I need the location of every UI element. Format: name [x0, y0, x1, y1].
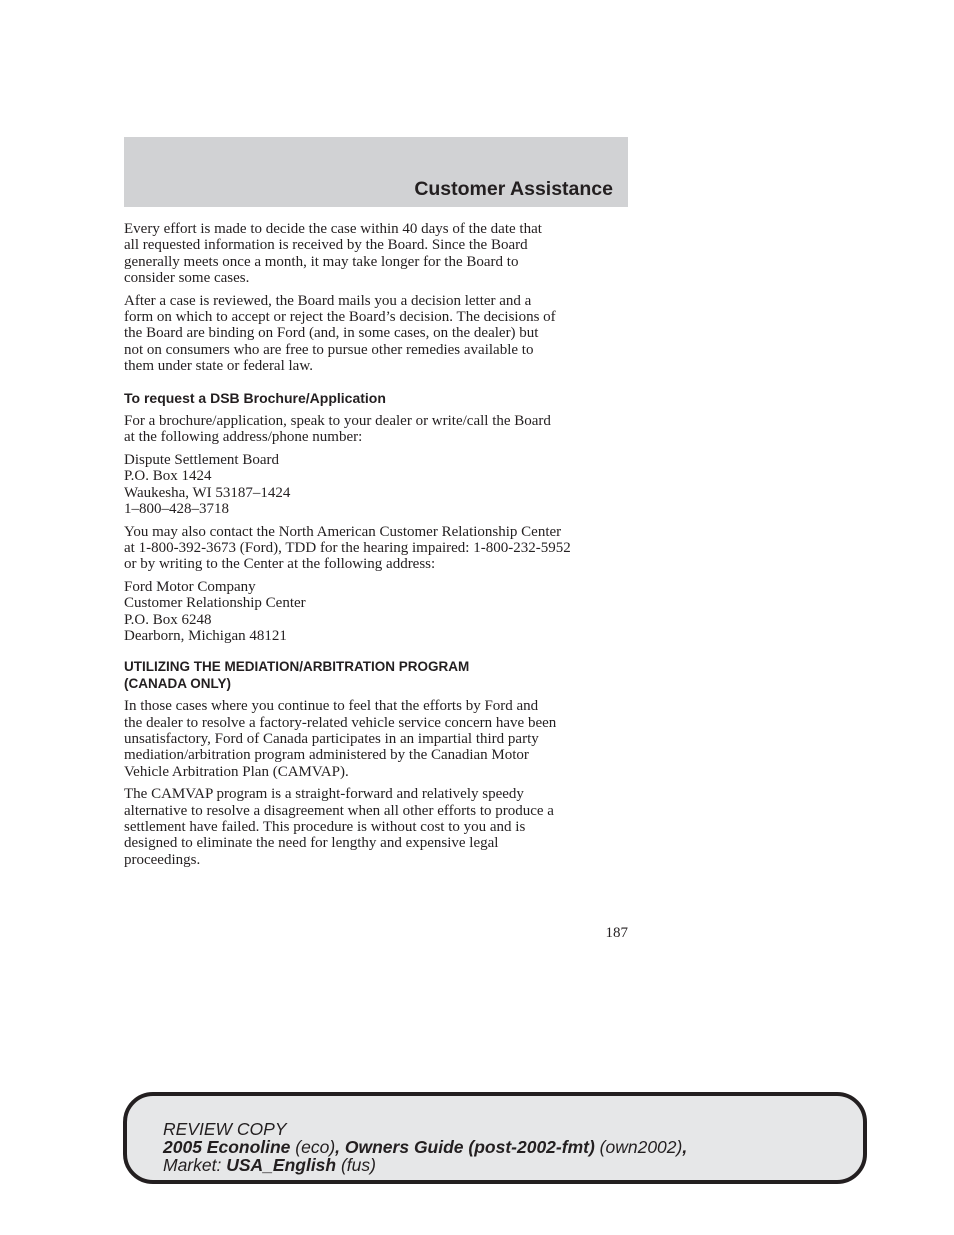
text-line: For a brochure/application, speak to your dealer or write/call the Board [124, 413, 551, 430]
guide-name: Owners Guide (post-2002-fmt) [344, 1137, 595, 1157]
paragraph-customer-relationship-center [124, 524, 628, 573]
text-line: them under state or federal law. [124, 358, 313, 375]
page-number: 187 [605, 925, 628, 941]
market-label: Market: [163, 1155, 227, 1175]
text-line: at the following address/phone number: [124, 429, 363, 446]
address-line: Customer Relationship Center [124, 595, 306, 612]
text-line: settlement have failed. This procedure is without cost to you and is [124, 819, 526, 835]
section-title: Customer Assistance [414, 178, 613, 200]
guide-code: (own2002) [594, 1137, 683, 1157]
market-name: USA_English [226, 1155, 337, 1175]
paragraph-camvap-details [124, 786, 628, 868]
model-code: (eco) [290, 1137, 336, 1157]
paragraph-brochure-request [124, 413, 628, 446]
address-line: P.O. Box 1424 [124, 468, 212, 485]
text-line: form on which to accept or reject the Board’s decision. The decisions of [124, 309, 556, 326]
heading-mediation-program [124, 659, 628, 692]
address-dispute-settlement-board [124, 452, 628, 518]
text-line: all requested information is received by the Board. Since the Board [124, 237, 528, 254]
heading-line: UTILIZING THE MEDIATION/ARBITRATION PROGRAM [124, 659, 470, 675]
review-copy-text [163, 1120, 687, 1174]
text-line: alternative to resolve a disagreement when all other efforts to produce a [124, 802, 554, 819]
paragraph-camvap-intro [124, 698, 628, 780]
text-line: mediation/arbitration program administered by the Canadian Motor [124, 747, 529, 764]
separator: , [335, 1137, 345, 1157]
text-line: unsatisfactory, Ford of Canada participates in an impartial third party [124, 730, 539, 747]
address-line: Dearborn, Michigan 48121 [124, 627, 287, 644]
text-line: the dealer to resolve a factory-related vehicle service concern have been [124, 714, 557, 731]
address-line: Ford Motor Company [124, 578, 256, 595]
text-line: Vehicle Arbitration Plan (CAMVAP). [124, 763, 349, 780]
paragraph-decision-letter [124, 293, 628, 375]
address-line: Dispute Settlement Board [124, 451, 279, 468]
review-copy-label: REVIEW COPY [163, 1119, 287, 1139]
market-line [163, 1156, 687, 1174]
document-info-line [163, 1138, 687, 1156]
text-line: proceedings. [124, 851, 201, 868]
heading-request-brochure: To request a DSB Brochure/Application [124, 389, 386, 406]
text-line: not on consumers who are free to pursue other remedies available to [124, 341, 534, 358]
model-name: 2005 Econoline [163, 1137, 291, 1157]
heading-line: (CANADA ONLY) [124, 675, 231, 691]
address-ford-motor-company [124, 579, 628, 645]
text-line: The CAMVAP program is a straight-forward and relatively speedy [124, 786, 524, 803]
address-line: Waukesha, WI 53187–1424 [124, 484, 291, 501]
text-line: designed to eliminate the need for lengthy and expensive legal [124, 835, 499, 852]
page-content [124, 221, 628, 874]
text-line: You may also contact the North American Customer Relationship Center [124, 523, 562, 540]
section-header-band [124, 137, 628, 207]
text-line: After a case is reviewed, the Board mails you a decision letter and a [124, 292, 532, 309]
separator: , [682, 1137, 688, 1157]
paragraph-decision-timing [124, 221, 628, 287]
address-line: P.O. Box 6248 [124, 611, 212, 628]
text-line: or by writing to the Center at the following address: [124, 556, 436, 573]
text-line: consider some cases. [124, 270, 250, 287]
text-line: the Board are binding on Ford (and, in some cases, on the dealer) but [124, 325, 539, 342]
text-line: In those cases where you continue to feel that the efforts by Ford and [124, 698, 539, 715]
phone-number: 1–800–428–3718 [124, 501, 229, 518]
text-line: Every effort is made to decide the case within 40 days of the date that [124, 221, 542, 237]
text-line: generally meets once a month, it may take longer for the Board to [124, 253, 519, 270]
review-copy-box [123, 1092, 867, 1184]
market-code: (fus) [336, 1155, 376, 1175]
text-line: at 1-800-392-3673 (Ford), TDD for the hearing impaired: 1-800-232-5952 [124, 539, 571, 556]
